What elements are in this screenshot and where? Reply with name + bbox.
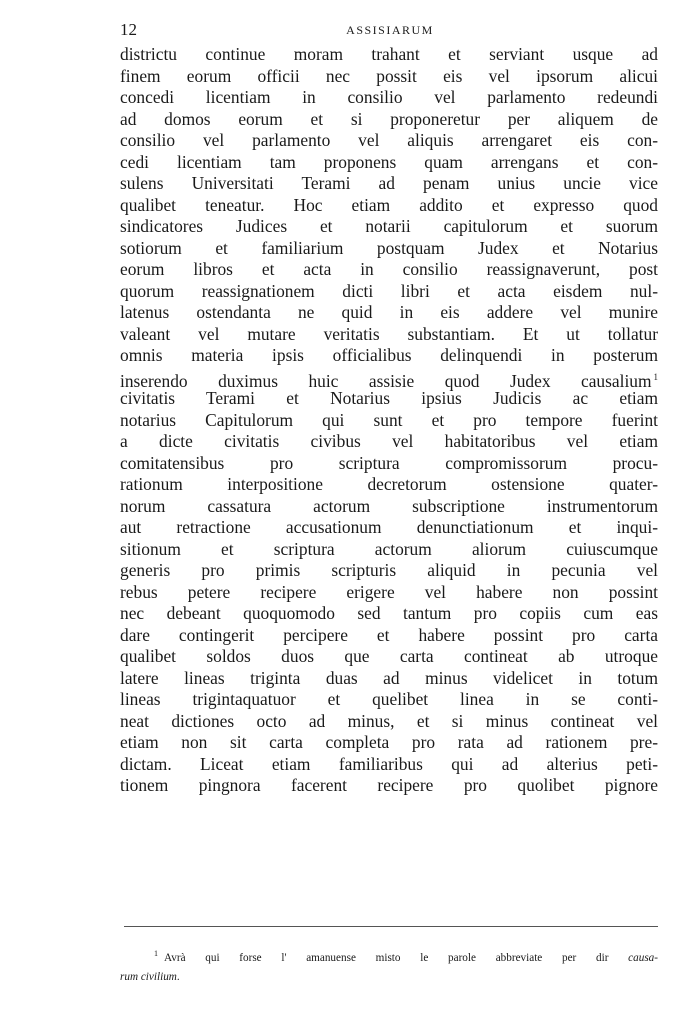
text-line: etiam non sit carta completa pro rata ad rationem pre-	[120, 732, 658, 752]
text-line: a dicte civitatis civibus vel habitatoribus vel etiam	[120, 431, 658, 451]
text-line: dare contingerit percipere et habere possint pro carta	[120, 624, 658, 645]
text-line: finem eorum officii nec possit eis vel ipsorum alicui	[120, 65, 658, 86]
text-line: generis pro primis scripturis aliquid in pecunia vel	[120, 560, 658, 580]
text-line: dictam. Liceat etiam familiaribus qui ad alterius peti-	[120, 753, 658, 774]
text-line: comitatensibus pro scriptura compromissorum procu-	[120, 452, 658, 473]
footnote-divider	[124, 926, 658, 927]
text-line: notarius Capitulorum qui sunt et pro tempore fuerint	[120, 409, 658, 430]
footnote-italic-text: rum civilium	[120, 971, 177, 983]
text-line: norum cassatura actorum subscriptione instrumentorum	[120, 495, 658, 516]
text-line: civitatis Terami et Notarius ipsius Judicis ac etiam	[120, 388, 658, 408]
text-line: qualibet teneatur. Hoc etiam addito et expresso quod	[120, 194, 658, 215]
text-line: lineas trigintaquatuor et quelibet linea in se conti-	[120, 689, 658, 709]
text-line: valeant vel mutare veritatis substantiam. Et ut tollatur	[120, 323, 658, 344]
footnote-line	[120, 968, 658, 987]
text-line: sitionum et scriptura actorum aliorum cuiuscumque	[120, 538, 658, 559]
text-line: nec debeant quoquomodo sed tantum pro copiis cum eas	[120, 603, 658, 623]
running-head	[120, 20, 660, 42]
text-line: concedi licentiam in consilio vel parlamento redeundi	[120, 87, 658, 107]
footnote-reference: 1	[653, 371, 658, 382]
page-number: 12	[120, 20, 137, 39]
footnote-line	[120, 944, 658, 968]
text-line: districtu continue moram trahant et serviant usque ad	[120, 44, 658, 64]
footnote-text: Avrà qui forse l' amanuense misto le parole abbreviate per dir	[164, 952, 609, 964]
text-line: sotiorum et familiarium postquam Judex et Notarius	[120, 237, 658, 258]
text-line: cedi licentiam tam proponens quam arrengans et con-	[120, 151, 658, 172]
text-line: rationum interpositione decretorum ostensione quater-	[120, 474, 658, 494]
text-line: latenus ostendanta ne quid in eis addere vel munire	[120, 302, 658, 322]
text-line: sindicatores Judices et notarii capitulorum et suorum	[120, 216, 658, 236]
text-line: aut retractione accusationum denunctiationum et inqui-	[120, 517, 658, 537]
text-line: consilio vel parlamento vel aliquis arrengaret eis con-	[120, 130, 658, 150]
footnote	[120, 944, 658, 987]
text-line: neat dictiones octo ad minus, et si minus contineat vel	[120, 710, 658, 731]
text-line: latere lineas triginta duas ad minus videlicet in totum	[120, 667, 658, 688]
running-title: ASSISIARUM	[346, 23, 434, 37]
text-line: omnis materia ipsis officialibus delinquendi in posterum	[120, 345, 658, 365]
footnote-italic-text: causa-	[628, 952, 658, 964]
text-line: sulens Universitati Terami ad penam unius uncie vice	[120, 173, 658, 193]
text-line: qualibet soldos duos que carta contineat ab utroque	[120, 646, 658, 666]
text-line: eorum libros et acta in consilio reassignaverunt, post	[120, 259, 658, 279]
body-text	[120, 44, 658, 797]
text-line-with-footnote-ref	[120, 367, 658, 389]
footnote-number: 1	[154, 949, 158, 958]
footnote-end-punctuation: .	[176, 971, 180, 983]
text-line: rebus petere recipere erigere vel habere non possint	[120, 581, 658, 602]
text-line: ad domos eorum et si proponeretur per aliquem de	[120, 108, 658, 129]
text-line: tionem pingnora facerent recipere pro quolibet pignore	[120, 775, 658, 795]
text-line: quorum reassignationem dicti libri et acta eisdem nul-	[120, 280, 658, 301]
text-line: inserendo duximus huic assisie quod Judex causalium	[120, 370, 652, 391]
